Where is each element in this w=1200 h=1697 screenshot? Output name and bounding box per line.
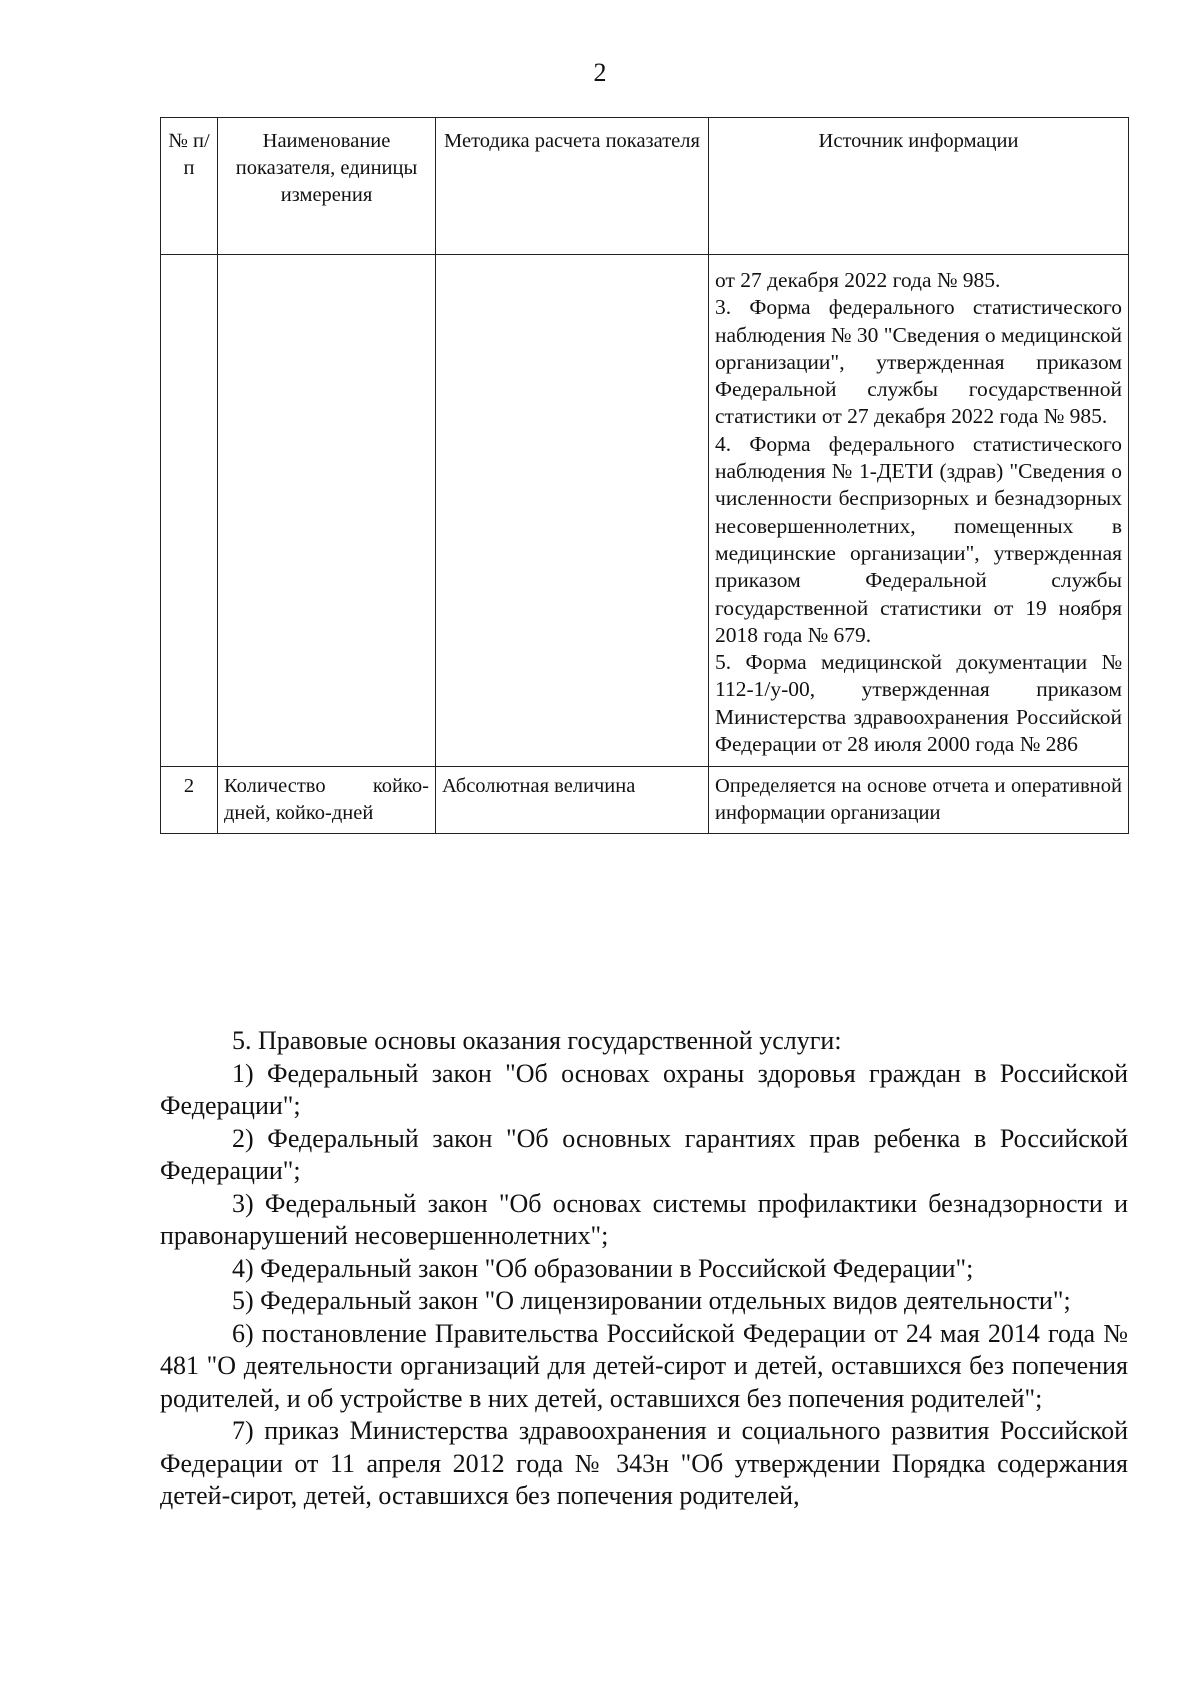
row1-source <box>709 255 1129 767</box>
list-item: 4) Федеральный закон "Об образовании в Российской Федерации"; <box>232 1253 974 1283</box>
source-item: 3. Форма федерального статистического наблюдения № 30 "Сведения о медицинской организации", утвержденная приказом Федеральной службы государственной статистики от 27 декабря 2022 года № 985. <box>715 295 1122 429</box>
row1-name <box>218 255 436 767</box>
page-number: 2 <box>593 58 607 87</box>
header-calculation-method: Методика расчета показателя <box>436 118 709 255</box>
row2-number: 2 <box>161 767 218 834</box>
row2-method: Абсолютная величина <box>436 767 709 834</box>
indicators-table <box>160 117 1129 834</box>
list-item: 5) Федеральный закон "О лицензировании отдельных видов деятельности"; <box>232 1286 1071 1315</box>
table-header <box>161 118 1129 255</box>
section-heading: 5. Правовые основы оказания государственной услуги: <box>232 1026 842 1055</box>
list-item: 1) Федеральный закон "Об основах охраны здоровья граждан в Российской Федерации"; <box>160 1058 1128 1120</box>
source-item: 5. Форма медицинской документации № 112-1/у-00, утвержденная приказом Министерства здравоохранения Российской Федерации от 28 июля 2000 года № 286 <box>715 650 1122 757</box>
row2-source: Определяется на основе отчета и оперативной информации организации <box>709 767 1129 834</box>
list-item: 7) приказ Министерства здравоохранения и социального развития Российской Федерации от 11 апреля 2012 года № 343н "Об утверждении Порядка содержания детей-сирот, детей, оставшихся без попечения родителей, <box>160 1416 1128 1510</box>
list-item: 6) постановление Правительства Российской Федерации от 24 мая 2014 года № 481 "О деятельности организаций для детей-сирот и детей, оставшихся без попечения родителей, и об устройстве в них детей, оставшихся без попечения родителей"; <box>160 1318 1128 1413</box>
list-item: 3) Федеральный закон "Об основах системы профилактики безнадзорности и правонарушений несовершеннолетних"; <box>160 1188 1128 1250</box>
legal-basis-section <box>160 1025 1128 1513</box>
table-row <box>161 255 1129 767</box>
row1-number <box>161 255 218 767</box>
source-item: 4. Форма федерального статистического наблюдения № 1-ДЕТИ (здрав) "Сведения о численности беспризорных и безнадзорных несовершеннолетних, помещенных в медицинские организации", утвержденная приказом Федеральной службы государственной статистики от 19 ноября 2018 года № 679. <box>715 431 1122 647</box>
source-item: от 27 декабря 2022 года № 985. <box>715 268 1001 292</box>
row1-method <box>436 255 709 767</box>
header-indicator-name: Наименование показателя, единицы измерения <box>218 118 436 255</box>
header-information-source: Источник информации <box>709 118 1129 255</box>
list-item: 2) Федеральный закон "Об основных гарантиях прав ребенка в Российской Федерации"; <box>160 1123 1128 1185</box>
header-row <box>161 118 1129 255</box>
row2-name: Количество койко-дней, койко-дней <box>218 767 436 834</box>
header-number: № п/п <box>161 118 218 255</box>
table-row <box>161 767 1129 834</box>
